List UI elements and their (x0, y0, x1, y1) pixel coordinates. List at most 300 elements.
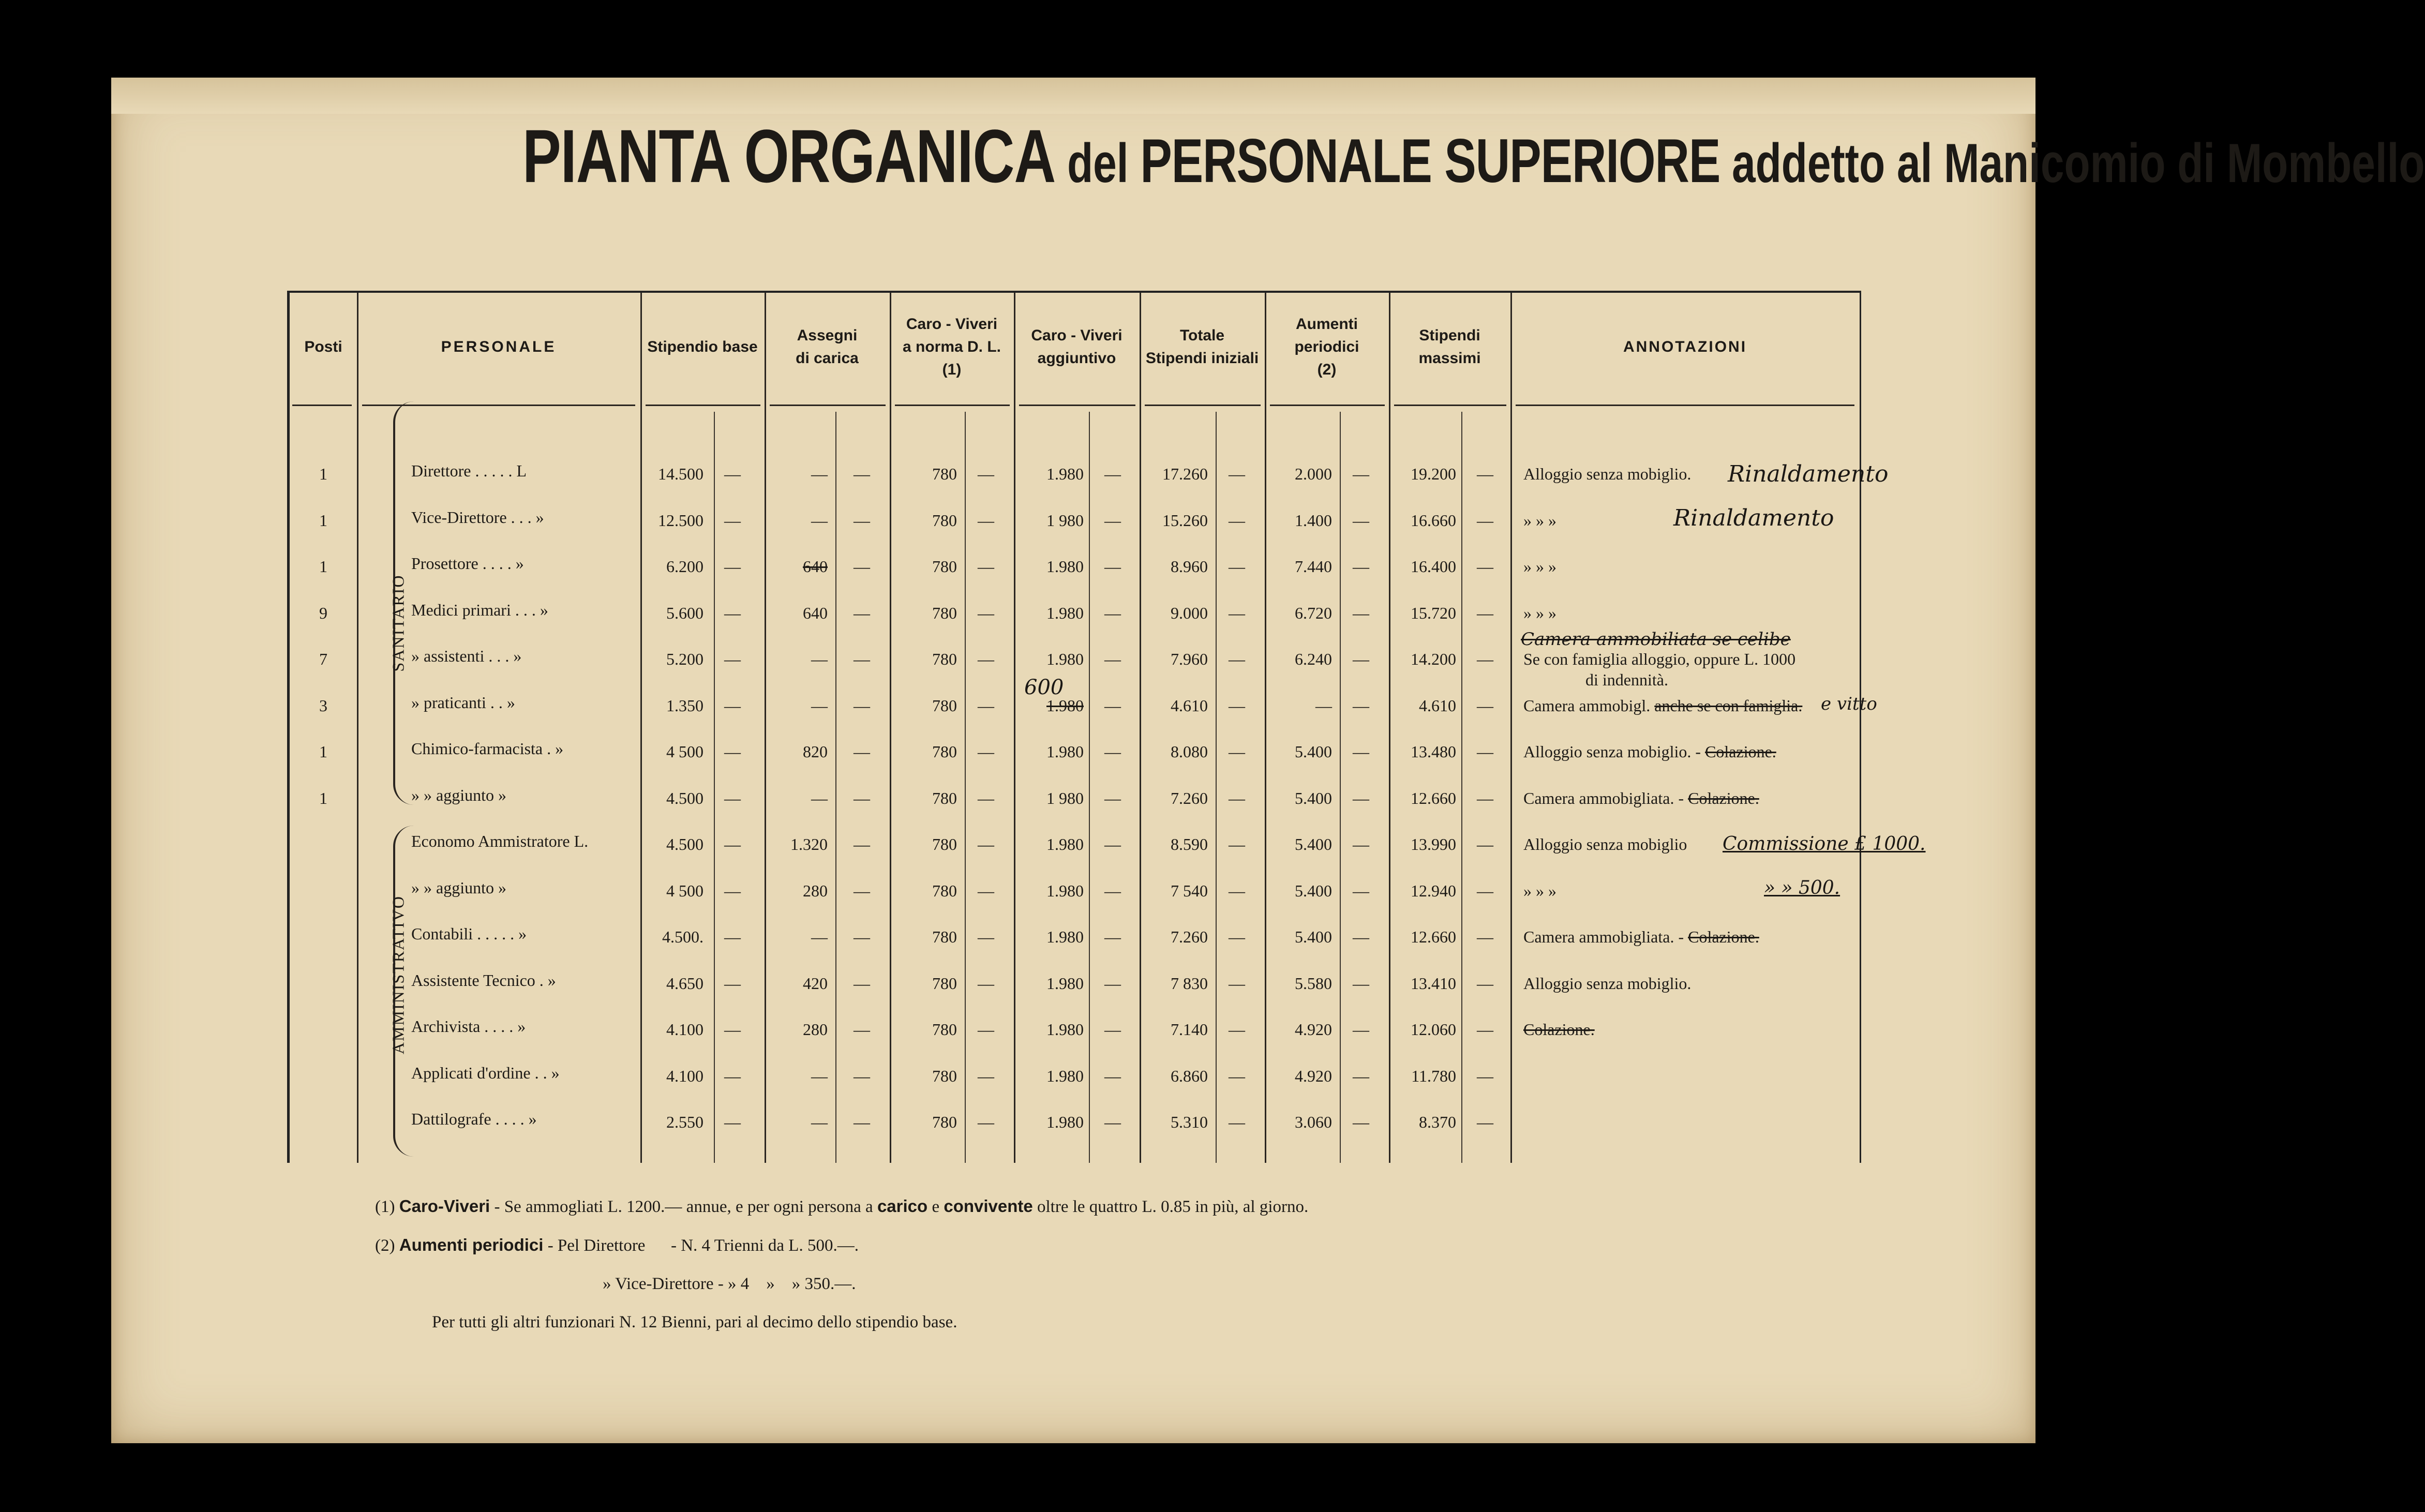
dash-mark: — (724, 603, 741, 622)
dash-mark: — (1353, 1113, 1369, 1131)
dash-mark: — (724, 557, 741, 576)
cell-personale: » » aggiunto » (411, 785, 506, 804)
dash-mark: — (854, 835, 870, 854)
footnote-1: (1) Caro-Viveri - Se ammogliati L. 1200.— annue, e per ogni persona a carico e convivente oltre le quattro L. 0.85 in più, al giorno. (375, 1196, 1309, 1216)
dash-mark: — (1477, 788, 1493, 807)
dash-mark: — (978, 974, 994, 993)
dash-mark: — (978, 788, 994, 807)
dash-mark: — (724, 511, 741, 530)
cell-totale: 8.080 (1171, 742, 1208, 761)
cell-totale: 9.000 (1171, 603, 1208, 622)
cell-totale: 5.310 (1171, 1113, 1208, 1131)
cell-assegni: — (811, 650, 828, 668)
dash-mark: — (854, 465, 870, 483)
group-label-sanitario: SANITARIO (388, 574, 408, 672)
dash-mark: — (978, 927, 994, 946)
dash-mark: — (1353, 974, 1369, 993)
cell-caro2: 1.980 (1046, 696, 1084, 715)
cell-personale: Chimico-farmacista . » (411, 739, 564, 758)
cell-massimi: 13.990 (1411, 835, 1456, 854)
cell-caro1: 780 (932, 974, 957, 993)
annot-struck: Colazione. (1688, 788, 1759, 807)
handwritten-note: e vitto (1821, 694, 1877, 714)
cell-massimi: 8.370 (1419, 1113, 1456, 1131)
cell-stipendio: 4.100 (666, 1020, 703, 1039)
dash-mark: — (1104, 927, 1121, 946)
dash-mark: — (724, 650, 741, 668)
dash-mark: — (1353, 927, 1369, 946)
dash-mark: — (1104, 1066, 1121, 1085)
header-personale: PERSONALE (441, 338, 557, 355)
table-row (290, 880, 1860, 927)
dash-mark: — (854, 1113, 870, 1131)
cell-totale: 8.590 (1171, 835, 1208, 854)
cell-caro2: 1.980 (1046, 465, 1084, 483)
cell-posti: 9 (319, 603, 327, 622)
header-posti: Posti (304, 338, 342, 355)
cell-assegni: 280 (803, 1020, 828, 1039)
cell-caro1: 780 (932, 557, 957, 576)
dash-mark: — (854, 742, 870, 761)
dash-mark: — (1477, 974, 1493, 993)
dash-mark: — (1477, 511, 1493, 530)
cell-aumenti: 4.920 (1295, 1020, 1332, 1039)
cell-assegni: — (811, 465, 828, 483)
cell-aumenti: 7.440 (1295, 557, 1332, 576)
cell-caro2: 1.980 (1046, 650, 1084, 668)
dash-mark: — (1353, 465, 1369, 483)
dash-mark: — (1104, 650, 1121, 668)
dash-mark: — (1104, 881, 1121, 900)
dash-mark: — (1477, 1066, 1493, 1085)
dash-mark: — (1104, 465, 1121, 483)
dash-mark: — (1104, 742, 1121, 761)
cell-caro1: 780 (932, 881, 957, 900)
header-annotazioni: ANNOTAZIONI (1623, 338, 1747, 355)
cell-personale: Vice-Direttore . . . » (411, 507, 544, 527)
annot-struck: Colazione. (1705, 742, 1776, 761)
cell-totale: 15.260 (1162, 511, 1208, 530)
cell-totale: 7.260 (1171, 788, 1208, 807)
dash-mark: — (1477, 465, 1493, 483)
cell-aumenti: 5.400 (1295, 927, 1332, 946)
annot-text: Camera ammobigliata. - (1523, 788, 1684, 807)
dash-mark: — (1353, 1020, 1369, 1039)
table-row (290, 741, 1860, 788)
cell-totale: 7.260 (1171, 927, 1208, 946)
dash-mark: — (724, 1066, 741, 1085)
dash-mark: — (1229, 881, 1245, 900)
header-stipendi-massimi: Stipendi massimi (1418, 327, 1481, 367)
cell-caro2: 1.980 (1046, 1113, 1084, 1131)
cell-caro1: 780 (932, 927, 957, 946)
table-row (290, 463, 1860, 510)
cell-posti: 7 (319, 650, 327, 668)
table-row (290, 1063, 1860, 1112)
cell-stipendio: 2.550 (666, 1113, 703, 1131)
header-rule (1145, 405, 1261, 406)
dash-mark: — (854, 974, 870, 993)
dash-mark: — (1477, 650, 1493, 668)
cell-caro1: 780 (932, 1066, 957, 1085)
dash-mark: — (1229, 1020, 1245, 1039)
cell-caro2: 1.980 (1046, 1020, 1084, 1039)
cell-annotazioni (1523, 973, 1691, 994)
cell-massimi: 16.660 (1411, 511, 1456, 530)
annot-text: Alloggio senza mobiglio. - (1523, 742, 1701, 761)
dash-mark: — (1104, 835, 1121, 854)
title-part-2: del (1055, 133, 1141, 194)
header-rule (895, 405, 1010, 406)
table-row (290, 1019, 1860, 1066)
cell-caro2: 1.980 (1046, 835, 1084, 854)
header-rule (292, 405, 352, 406)
cell-totale: 7 540 (1171, 881, 1208, 900)
dash-mark: — (724, 974, 741, 993)
annot-struck: Colazione. (1688, 927, 1759, 946)
dash-mark: — (1229, 742, 1245, 761)
cell-aumenti: 6.720 (1295, 603, 1332, 622)
dash-mark: — (978, 511, 994, 530)
table-row (290, 785, 1860, 834)
cell-assegni: — (811, 1066, 828, 1085)
cell-assegni: — (811, 511, 828, 530)
cell-massimi: 15.720 (1411, 603, 1456, 622)
annot-text: Se con famiglia alloggio, oppure L. 1000 (1523, 650, 1796, 668)
dash-mark: — (724, 788, 741, 807)
dash-mark: — (1353, 696, 1369, 715)
cell-assegni: 820 (803, 742, 828, 761)
dash-mark: — (1353, 742, 1369, 761)
cell-assegni: — (811, 1113, 828, 1131)
dash-mark: — (1229, 465, 1245, 483)
cell-aumenti: 5.580 (1295, 974, 1332, 993)
cell-caro1: 780 (932, 465, 957, 483)
footnote-4: Per tutti gli altri funzionari N. 12 Bienni, pari al decimo dello stipendio base. (432, 1313, 957, 1331)
cell-stipendio: 1.350 (666, 696, 703, 715)
dash-mark: — (1353, 835, 1369, 854)
group-label-amministrativo: AMMINISTRATIVO (388, 895, 408, 1055)
cell-personale: » assistenti . . . » (411, 647, 522, 665)
cell-stipendio: 4 500 (666, 742, 703, 761)
dash-mark: — (724, 1113, 741, 1131)
cell-assegni: — (811, 696, 828, 715)
cell-aumenti: 5.400 (1295, 881, 1332, 900)
dash-mark: — (1229, 1066, 1245, 1085)
header-rule (1516, 405, 1854, 406)
cell-massimi: 12.660 (1411, 788, 1456, 807)
dash-mark: — (1229, 974, 1245, 993)
header-rule (1019, 405, 1135, 406)
dash-mark: — (978, 1113, 994, 1131)
cell-caro2: 1.980 (1046, 1066, 1084, 1085)
dash-mark: — (1104, 788, 1121, 807)
dash-mark: — (1477, 696, 1493, 715)
dash-mark: — (1477, 742, 1493, 761)
cell-posti: 1 (319, 742, 327, 761)
cell-massimi: 12.060 (1411, 1020, 1456, 1039)
cell-annotazioni (1523, 788, 1759, 809)
cell-annotazioni (1523, 649, 1795, 690)
annot-text: » » » (1523, 603, 1556, 622)
dash-mark: — (1477, 881, 1493, 900)
dash-mark: — (1229, 511, 1245, 530)
dash-mark: — (854, 603, 870, 622)
cell-annotazioni (1523, 556, 1556, 577)
dash-mark: — (1104, 603, 1121, 622)
cell-totale: 7 830 (1171, 974, 1208, 993)
cell-massimi: 12.660 (1411, 927, 1456, 946)
dash-mark: — (1229, 603, 1245, 622)
dash-mark: — (1229, 788, 1245, 807)
cell-annotazioni (1523, 510, 1556, 531)
dash-mark: — (1104, 511, 1121, 530)
table-row (290, 1112, 1860, 1158)
cell-caro1: 780 (932, 650, 957, 668)
table-row (290, 834, 1860, 880)
cell-personale: Economo Ammistratore L. (411, 832, 589, 850)
table-row (290, 970, 1860, 1020)
dash-mark: — (724, 1020, 741, 1039)
cell-annotazioni (1523, 1019, 1595, 1040)
handwritten-note: Commissione £ 1000. (1723, 833, 1926, 855)
footnote-3: » Vice-Direttore - » 4 » » 350.—. (603, 1275, 856, 1293)
header-rule (1394, 405, 1506, 406)
table-row (290, 649, 1860, 695)
cell-stipendio: 4.100 (666, 1066, 703, 1085)
annot-struck: Colazione. (1523, 1020, 1595, 1039)
cell-totale: 8.960 (1171, 557, 1208, 576)
dash-mark: — (854, 696, 870, 715)
dash-mark: — (854, 1066, 870, 1085)
dash-mark: — (1353, 511, 1369, 530)
dash-mark: — (978, 557, 994, 576)
cell-stipendio: 5.600 (666, 603, 703, 622)
cell-massimi: 13.480 (1411, 742, 1456, 761)
dash-mark: — (724, 927, 741, 946)
dash-mark: — (1477, 557, 1493, 576)
dash-mark: — (1229, 557, 1245, 576)
annot-text-2: di indennità. (1585, 670, 1668, 689)
cell-assegni: — (811, 788, 828, 807)
dash-mark: — (1229, 927, 1245, 946)
cell-caro1: 780 (932, 511, 957, 530)
cell-caro1: 780 (932, 1113, 957, 1131)
dash-mark: — (1104, 1020, 1121, 1039)
table-row (290, 556, 1860, 603)
dash-mark: — (1229, 835, 1245, 854)
cell-totale: 4.610 (1171, 696, 1208, 715)
header-assegni: Assegni di carica (796, 327, 859, 367)
footnotes (375, 1187, 1308, 1341)
dash-mark: — (854, 788, 870, 807)
dash-mark: — (1353, 557, 1369, 576)
dash-mark: — (854, 557, 870, 576)
cell-stipendio: 5.200 (666, 650, 703, 668)
cell-massimi: 11.780 (1411, 1066, 1456, 1085)
dash-mark: — (978, 1066, 994, 1085)
cell-posti: 1 (319, 788, 327, 807)
dash-mark: — (724, 465, 741, 483)
dash-mark: — (1477, 1020, 1493, 1039)
dash-mark: — (724, 881, 741, 900)
dash-mark: — (1104, 1113, 1121, 1131)
cell-stipendio: 4.500 (666, 835, 703, 854)
cell-posti: 1 (319, 465, 327, 483)
title-part-1: PIANTA ORGANICA (522, 114, 1056, 199)
cell-massimi: 19.200 (1411, 465, 1456, 483)
cell-assegni: 640 (803, 603, 828, 622)
dash-mark: — (1477, 927, 1493, 946)
dash-mark: — (724, 835, 741, 854)
dash-mark: — (854, 927, 870, 946)
cell-personale: » praticanti . . » (411, 693, 515, 712)
annot-text: Alloggio senza mobiglio (1523, 835, 1687, 854)
cell-posti: 1 (319, 511, 327, 530)
cell-annotazioni (1523, 834, 1687, 855)
dash-mark: — (1229, 1113, 1245, 1131)
handwritten-note: Rinaldamento (1728, 461, 1889, 487)
annot-text: Alloggio senza mobiglio. (1523, 465, 1691, 483)
dash-mark: — (724, 742, 741, 761)
cell-caro1: 780 (932, 603, 957, 622)
cell-assegni: 280 (803, 881, 828, 900)
cell-aumenti: 5.400 (1295, 742, 1332, 761)
dash-mark: — (1353, 603, 1369, 622)
header-aumenti: Aumenti periodici (2) (1294, 316, 1359, 378)
cell-caro1: 780 (932, 696, 957, 715)
annot-text: Camera ammobigl. (1523, 696, 1651, 715)
cell-totale: 6.860 (1171, 1066, 1208, 1085)
cell-assegni: — (811, 927, 828, 946)
header-totale: Totale Stipendi iniziali (1145, 327, 1259, 367)
dash-mark: — (854, 650, 870, 668)
footnote-2: (2) Aumenti periodici - Pel Direttore - N. 4 Trienni da L. 500.—. (375, 1235, 859, 1255)
dash-mark: — (724, 696, 741, 715)
cell-annotazioni (1523, 741, 1776, 762)
dash-mark: — (854, 511, 870, 530)
dash-mark: — (1104, 974, 1121, 993)
dash-mark: — (1229, 650, 1245, 668)
dash-mark: — (1229, 696, 1245, 715)
cell-stipendio: 12.500 (658, 511, 703, 530)
dash-mark: — (978, 742, 994, 761)
cell-aumenti: 1.400 (1295, 511, 1332, 530)
cell-personale: » » aggiunto » (411, 878, 506, 897)
handwritten-note: Rinaldamento (1673, 505, 1834, 531)
cell-caro2: 1.980 (1046, 927, 1084, 946)
dash-mark: — (1104, 696, 1121, 715)
dash-mark: — (854, 1020, 870, 1039)
dash-mark: — (978, 603, 994, 622)
cell-aumenti: 4.920 (1295, 1066, 1332, 1085)
dash-mark: — (1477, 603, 1493, 622)
cell-caro1: 780 (932, 742, 957, 761)
cell-assegni: 1.320 (790, 835, 828, 854)
cell-massimi: 13.410 (1411, 974, 1456, 993)
annot-text: » » » (1523, 511, 1556, 530)
cell-aumenti: 5.400 (1295, 835, 1332, 854)
cell-stipendio: 14.500 (658, 465, 703, 483)
cell-assegni: 640 (803, 557, 828, 576)
cell-stipendio: 4 500 (666, 881, 703, 900)
cell-aumenti: — (1315, 696, 1332, 715)
handwritten-note: Camera ammobiliata se celibe (1521, 629, 1791, 650)
cell-massimi: 4.610 (1419, 696, 1456, 715)
personnel-table (287, 291, 1926, 1163)
cell-personale: Assistente Tecnico . » (411, 970, 556, 990)
cell-personale: Archivista . . . . » (411, 1017, 526, 1036)
header-caro-viveri-aggiuntivo: Caro - Viveri aggiuntivo (1031, 327, 1122, 367)
cell-caro2: 1 980 (1046, 788, 1084, 807)
annot-text: Alloggio senza mobiglio. (1523, 974, 1691, 993)
cell-personale: Dattilografe . . . . » (411, 1110, 537, 1128)
annot-text: Camera ammobigliata. - (1523, 927, 1684, 946)
cell-caro2: 1.980 (1046, 557, 1084, 576)
cell-stipendio: 6.200 (666, 557, 703, 576)
cell-caro2: 1.980 (1046, 974, 1084, 993)
table-row (290, 507, 1860, 557)
cell-caro1: 780 (932, 1020, 957, 1039)
title-part-3: PERSONALE SUPERIORE (1140, 127, 1720, 196)
handwritten-note: » » 500. (1764, 877, 1840, 899)
cell-annotazioni (1523, 880, 1556, 901)
table-row (290, 695, 1860, 742)
cell-personale: Contabili . . . . . » (411, 924, 527, 943)
dash-mark: — (1353, 881, 1369, 900)
cell-annotazioni (1523, 926, 1759, 947)
cell-posti: 1 (319, 557, 327, 576)
dash-mark: — (1353, 1066, 1369, 1085)
annot-struck: anche se con famiglia. (1654, 696, 1803, 715)
dash-mark: — (978, 1020, 994, 1039)
dash-mark: — (978, 465, 994, 483)
cell-caro2: 1 980 (1046, 511, 1084, 530)
cell-totale: 7.140 (1171, 1020, 1208, 1039)
cell-personale: Applicati d'ordine . . » (411, 1063, 560, 1082)
header-rule (770, 405, 886, 406)
cell-assegni: 420 (803, 974, 828, 993)
cell-caro2: 1.980 (1046, 742, 1084, 761)
dash-mark: — (978, 835, 994, 854)
cell-aumenti: 6.240 (1295, 650, 1332, 668)
cell-totale: 17.260 (1162, 465, 1208, 483)
cell-annotazioni (1523, 695, 1802, 716)
cell-massimi: 14.200 (1411, 650, 1456, 668)
dash-mark: — (978, 650, 994, 668)
dash-mark: — (1477, 1113, 1493, 1131)
dash-mark: — (1477, 835, 1493, 854)
header-stipendio-base: Stipendio base (647, 338, 758, 355)
dash-mark: — (1104, 557, 1121, 576)
cell-aumenti: 2.000 (1295, 465, 1332, 483)
annot-text: » » » (1523, 881, 1556, 900)
header-rule (1270, 405, 1385, 406)
cell-stipendio: 4.500 (666, 788, 703, 807)
cell-aumenti: 3.060 (1295, 1113, 1332, 1131)
cell-massimi: 16.400 (1411, 557, 1456, 576)
cell-totale: 7.960 (1171, 650, 1208, 668)
cell-stipendio: 4.500. (662, 927, 703, 946)
cell-stipendio: 4.650 (666, 974, 703, 993)
annot-text: » » » (1523, 557, 1556, 576)
dash-mark: — (978, 881, 994, 900)
cell-caro1: 780 (932, 835, 957, 854)
dash-mark: — (854, 881, 870, 900)
document-title (522, 113, 2425, 200)
dash-mark: — (1353, 788, 1369, 807)
table-row (290, 926, 1860, 973)
